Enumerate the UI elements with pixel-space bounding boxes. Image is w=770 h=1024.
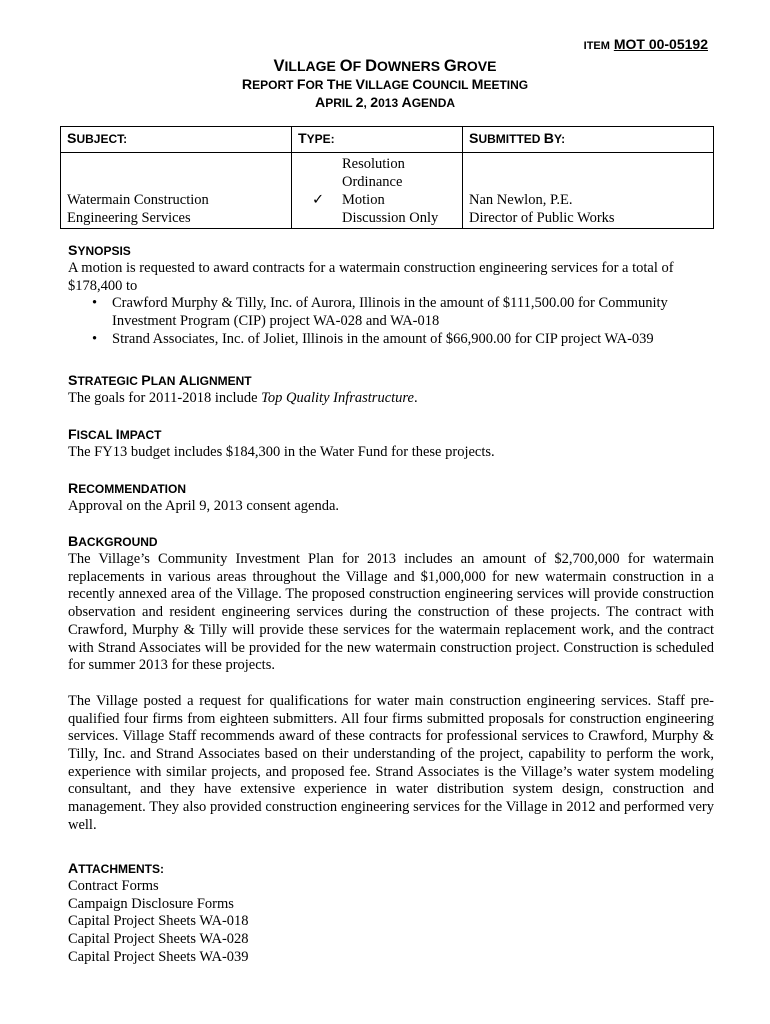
- background-paragraph-1: The Village’s Community Investment Plan for 2013 includes an amount of $2,700,000 for watermain replacements in various areas throughout the Village and $1,000,000 for new watermain construction in a recently annexed area of the Village. The proposed construction engineering services will provide construction observation and resident engineering services during the construction of these projects. The contract with Crawford, Murphy & Tilly will provide these services for the watermain replacement work, and the contract with Strand Associates will be provided for the new watermain construction project. Construction is scheduled for summer 2013 for these projects.: [68, 551, 714, 674]
- subject-header: SUBJECT:: [61, 127, 292, 153]
- attachment-item: Campaign Disclosure Forms: [68, 895, 234, 912]
- type-option-ordinance: Ordinance: [342, 174, 403, 190]
- type-option-motion: [298, 191, 462, 209]
- submitted-cell: [463, 153, 714, 229]
- type-header: TYPE:: [292, 127, 463, 153]
- background-heading: BACKGROUND: [68, 534, 158, 550]
- type-cell: [292, 153, 463, 229]
- fiscal-heading: FISCAL IMPACT: [68, 427, 162, 443]
- type-option-resolution: Resolution: [342, 156, 405, 172]
- recommendation-section: [68, 481, 714, 516]
- synopsis-heading: SYNOPSIS: [68, 243, 131, 259]
- background-paragraph-2: The Village posted a request for qualifications for water main construction engineering services. Staff pre-qualified four firms from eighteen submitters. All four firms submitted proposals for construction engineering services. Village Staff recommends award of these contracts for professional services to Crawford, Murphy & Tilly, Inc. and Strand Associates based on their understanding of the project, capability to perform the work, experience with similar projects, and proposed fee. Strand Associates is the Village’s water system modeling consultant, and they have extensive experience in water distribution system design, construction and management. They also provided construction engineering services for the Village in 2012 and performed very well.: [68, 692, 714, 833]
- agenda-date: APRIL 2, 2013 AGENDA: [314, 95, 456, 111]
- attachment-item: Capital Project Sheets WA-028: [68, 931, 249, 948]
- strategic-section: [68, 373, 714, 408]
- item-prefix: ITEM: [583, 40, 610, 52]
- submitted-title: Director of Public Works: [469, 210, 615, 226]
- attachments-heading: ATTACHMENTS:: [68, 861, 164, 877]
- submitted-name: Nan Newlon, P.E.: [469, 192, 573, 208]
- recommendation-heading: RECOMMENDATION: [68, 481, 187, 497]
- subject-line: Watermain Construction: [67, 192, 209, 208]
- attachment-item: Capital Project Sheets WA-039: [68, 948, 249, 965]
- subject-line: Engineering Services: [67, 210, 191, 226]
- fiscal-section: [68, 427, 714, 462]
- subject-cell: [61, 153, 292, 229]
- strategic-heading: STRATEGIC PLAN ALIGNMENT: [68, 373, 252, 389]
- synopsis-section: [68, 243, 714, 349]
- info-table: [60, 126, 714, 229]
- strategic-text: The goals for 2011-2018 include Top Quality Infrastructure.: [68, 390, 418, 406]
- submitted-header: SUBMITTED BY:: [463, 127, 714, 153]
- item-number-line: [584, 36, 708, 52]
- document-subtitle: REPORT FOR THE VILLAGE COUNCIL MEETING: [241, 77, 529, 93]
- type-option-discussion: Discussion Only: [342, 210, 439, 226]
- document-title: VILLAGE OF DOWNERS GROVE: [273, 56, 497, 75]
- type-option-motion-label: Motion: [342, 192, 385, 208]
- synopsis-bullets: [68, 295, 714, 348]
- list-item: • Strand Associates, Inc. of Joliet, Illinois in the amount of $66,900.00 for CIP project WA-039: [112, 331, 714, 349]
- attachments-section: [68, 861, 714, 967]
- synopsis-text: A motion is requested to award contracts for a watermain construction engineering services for a total of $178,400 to: [68, 260, 674, 294]
- checkmark-icon: ✓: [312, 192, 325, 208]
- background-section: [68, 534, 714, 835]
- attachment-item: Capital Project Sheets WA-018: [68, 913, 249, 930]
- recommendation-text: Approval on the April 9, 2013 consent agenda.: [68, 498, 340, 514]
- list-item: • Crawford Murphy & Tilly, Inc. of Aurora, Illinois in the amount of $111,500.00 for Community Investment Program (CIP) project WA-028 and WA-018: [112, 295, 714, 330]
- attachment-item: Contract Forms: [68, 878, 159, 894]
- item-number: MOT 00-05192: [613, 36, 708, 52]
- fiscal-text: The FY13 budget includes $184,300 in the Water Fund for these projects.: [68, 444, 495, 460]
